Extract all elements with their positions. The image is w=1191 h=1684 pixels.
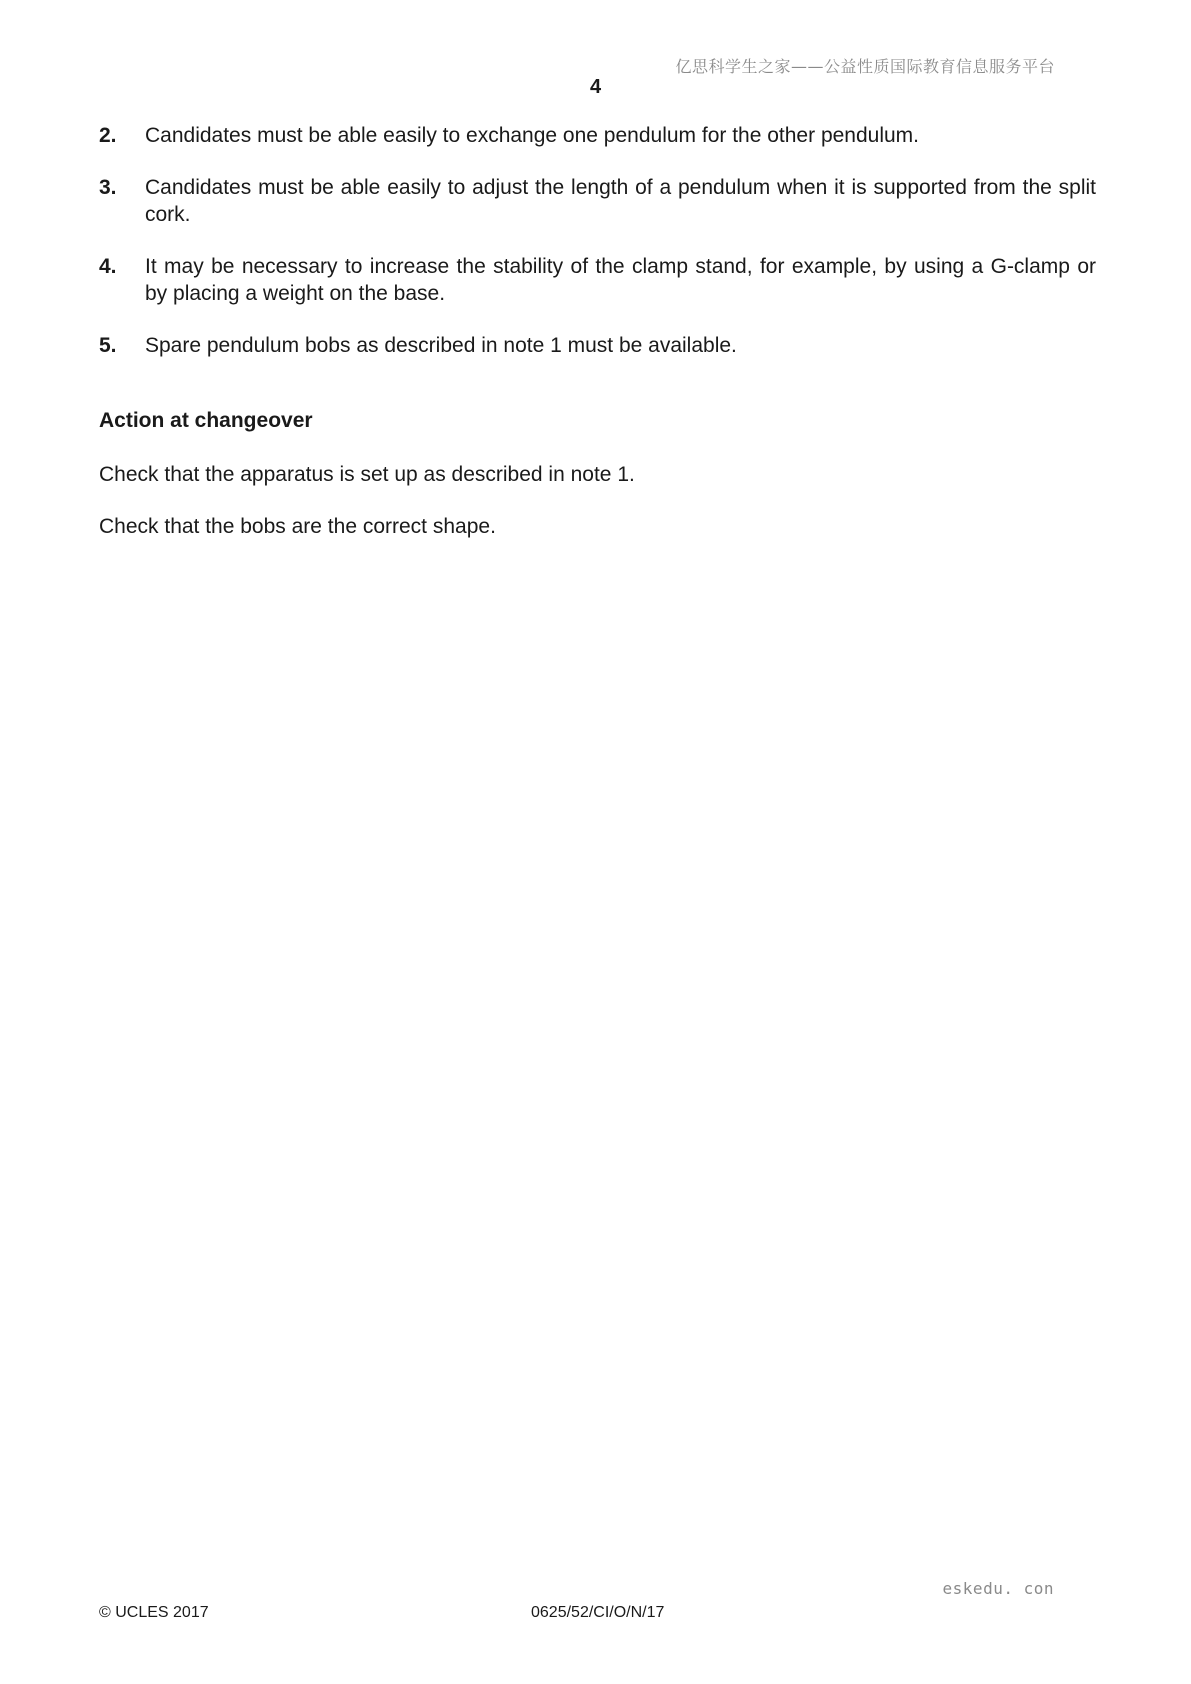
changeover-paragraph: Check that the apparatus is set up as described in note 1. bbox=[99, 463, 635, 486]
note-item bbox=[99, 332, 1096, 359]
note-item bbox=[99, 122, 1096, 149]
note-text: Candidates must be able easily to exchange one pendulum for the other pendulum. bbox=[145, 124, 920, 147]
note-number: 3. bbox=[99, 176, 117, 199]
note-text: Spare pendulum bobs as described in note 1 must be available. bbox=[145, 334, 737, 357]
note-number: 4. bbox=[99, 255, 117, 278]
note-number: 2. bbox=[99, 124, 117, 147]
note-item bbox=[99, 253, 1096, 307]
footer-copyright: © UCLES 2017 bbox=[99, 1604, 209, 1621]
note-text: It may be necessary to increase the stability of the clamp stand, for example, by using a G-clamp or by placing a weight on the base. bbox=[145, 255, 1096, 305]
note-number: 5. bbox=[99, 334, 117, 357]
notes-list bbox=[99, 122, 1096, 384]
note-text: Candidates must be able easily to adjust the length of a pendulum when it is supported from the split cork. bbox=[145, 176, 1096, 226]
header-watermark: 亿思科学生之家——公益性质国际教育信息服务平台 bbox=[675, 57, 1055, 76]
changeover-heading: Action at changeover bbox=[99, 409, 313, 432]
footer-watermark: eskedu. con bbox=[942, 1579, 1054, 1598]
footer-paper-code: 0625/52/CI/O/N/17 bbox=[531, 1604, 665, 1621]
changeover-paragraph: Check that the bobs are the correct shape. bbox=[99, 515, 496, 538]
page-number: 4 bbox=[589, 76, 602, 98]
note-item bbox=[99, 174, 1096, 228]
